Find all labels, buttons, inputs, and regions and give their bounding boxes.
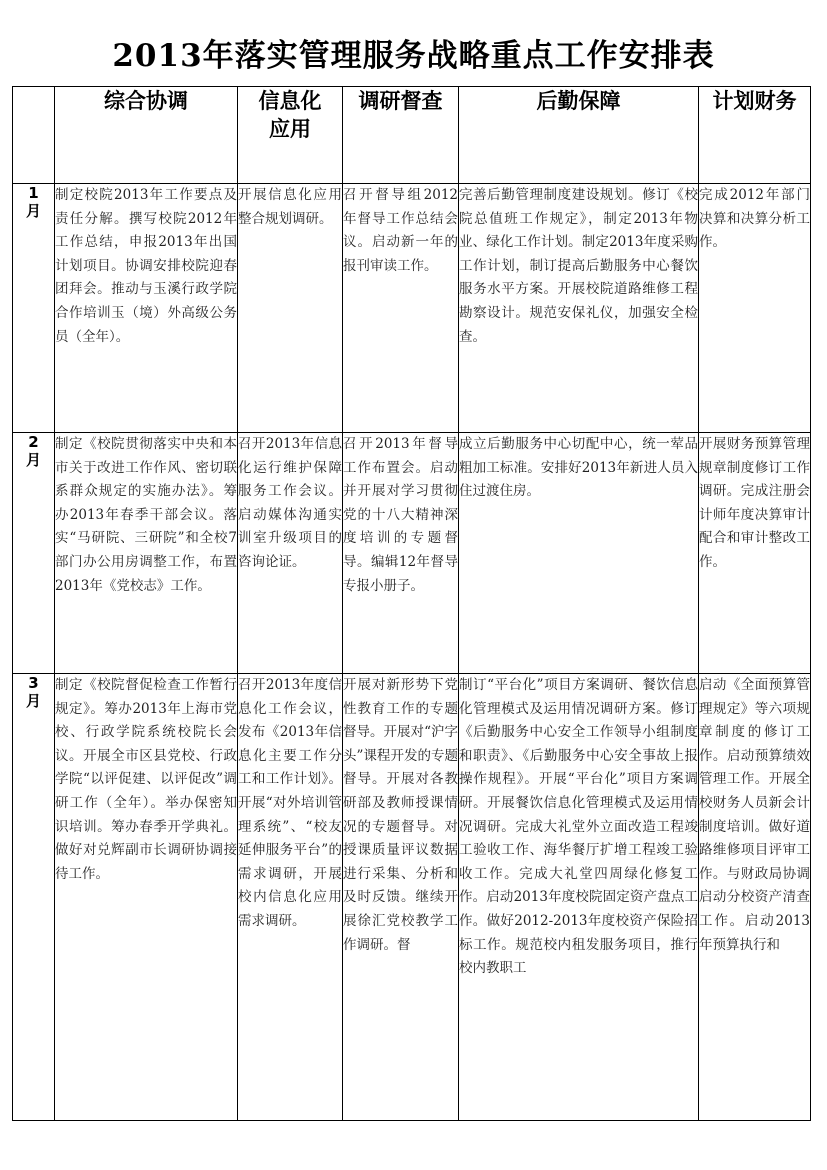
month-label: 3月 — [25, 674, 41, 710]
page-title: 2013年落实管理服务战略重点工作安排表 — [112, 38, 715, 74]
month-label: 1月 — [25, 184, 41, 220]
month-label: 2月 — [25, 433, 41, 469]
cell-text: 召开2013年度信息化工作会议，发布《2013年信息化主要工作分工和工作计划》。开展“对外培训管理系统”、“校友延伸服务平台”的需求调研，开展校内信息化应用需求调研。 — [238, 677, 342, 929]
cell-text: 召开2013年督导工作布置会。启动并开展对学习贯彻党的十八大精神深度培训的专题督导。编辑12年督导专报小册子。 — [343, 436, 458, 594]
header-informatization-label: 信息化应用 — [258, 89, 322, 141]
finance-cell — [699, 674, 811, 1121]
header-research-supervision: 调研督查 — [343, 87, 459, 184]
cell-text: 开展信息化应用整合规划调研。 — [238, 187, 342, 227]
informatization-cell — [238, 433, 343, 674]
cell-text: 制定《校院贯彻落实中央和本市关于改进工作作风、密切联系群众规定的实施办法》。筹办2013年春季干部会议。落实“马研院、三研院”和全校7部门办公用房调整工作，布置2013年《党校志》工作。 — [55, 436, 237, 594]
cell-text: 制订“平台化”项目方案调研、餐饮信息化管理模式及运用情况调研方案。修订《后勤服务中心安全工作领导小组制度和职责》、《后勤服务中心安全事故上报操作规程》。开展“平台化”项目方案调研。开展餐饮信息化管理模式及运用情况调研。完成大礼堂外立面改造工程竣工验收工作、海华餐厅扩增工程竣工验收工作。完成大礼堂四周绿化修复工作。启动2013年度校院固定资产盘点工作。做好2012-2013年度校资产保险招标工作。规范校内租发服务项目，推行校内教职工 — [459, 677, 698, 977]
logistics-cell — [459, 674, 699, 1121]
month-cell — [13, 184, 55, 433]
cell-text: 召开督导组2012年督导工作总结会议。启动新一年的报刊审读工作。 — [343, 187, 458, 274]
table-row — [13, 433, 811, 674]
corner-cell — [13, 87, 55, 184]
header-coordination: 综合协调 — [55, 87, 238, 184]
header-informatization — [238, 87, 343, 184]
logistics-cell — [459, 433, 699, 674]
header-finance: 计划财务 — [699, 87, 811, 184]
informatization-cell — [238, 184, 343, 433]
coordination-cell — [55, 184, 238, 433]
cell-text: 成立后勤服务中心切配中心，统一荤品粗加工标准。安排好2013年新进人员入住过渡住房。 — [459, 436, 698, 500]
month-cell — [13, 674, 55, 1121]
cell-text: 召开2013年信息化运行维护保障服务工作会议。启动媒体沟通实训室升级项目的咨询论证。 — [238, 436, 342, 570]
research-cell — [343, 674, 459, 1121]
cell-text: 开展对新形势下党性教育工作的专题督导。开展对“沪字头”课程开发的专题督导。开展对各教研部及教师授课情况的专题督导。对授课质量评议数据进行采集、分析和及时反馈。继续开展徐汇党校教学工作调研。督 — [343, 677, 458, 953]
coordination-cell — [55, 433, 238, 674]
informatization-cell — [238, 674, 343, 1121]
cell-text: 完善后勤管理制度建设规划。修订《校院总值班工作规定》，制定2013年物业、绿化工作计划。制定2013年度采购工作计划，制订提高后勤服务中心餐饮服务水平方案。开展校院道路维修工程勘察设计。规范安保礼仪，加强安全检查。 — [459, 187, 698, 345]
schedule-table — [12, 86, 811, 1121]
cell-text: 制定校院2013年工作要点及责任分解。撰写校院2012年工作总结，申报2013年出国计划项目。协调安排校院迎春团拜会。推动与玉溪行政学院合作培训玉（境）外高级公务员（全年）。 — [55, 187, 237, 345]
finance-cell — [699, 184, 811, 433]
cell-text: 完成2012年部门决算和决算分析工作。 — [699, 187, 810, 251]
coordination-cell — [55, 674, 238, 1121]
finance-cell — [699, 433, 811, 674]
table-row — [13, 674, 811, 1121]
cell-text: 启动《全面预算管理规定》等六项规章制度的修订工作。启动预算绩效管理工作。开展全校财务人员新会计制度培训。做好道路维修项目评审工作。与财政局协调启动分校资产清查工作。启动2013年预算执行和 — [699, 677, 810, 953]
table-row — [13, 184, 811, 433]
cell-text: 开展财务预算管理规章制度修订工作调研。完成注册会计师年度决算审计配合和审计整改工作。 — [699, 436, 810, 570]
header-row — [13, 87, 811, 184]
logistics-cell — [459, 184, 699, 433]
research-cell — [343, 184, 459, 433]
header-logistics: 后勤保障 — [459, 87, 699, 184]
cell-text: 制定《校院督促检查工作暂行规定》。筹办2013年上海市党校、行政学院系统校院长会议。开展全市区县党校、行政学院“以评促建、以评促改”调研工作（全年）。举办保密知识培训。筹办春季开学典礼。做好对兑辉副市长调研协调接待工作。 — [55, 677, 237, 882]
month-cell — [13, 433, 55, 674]
research-cell — [343, 433, 459, 674]
